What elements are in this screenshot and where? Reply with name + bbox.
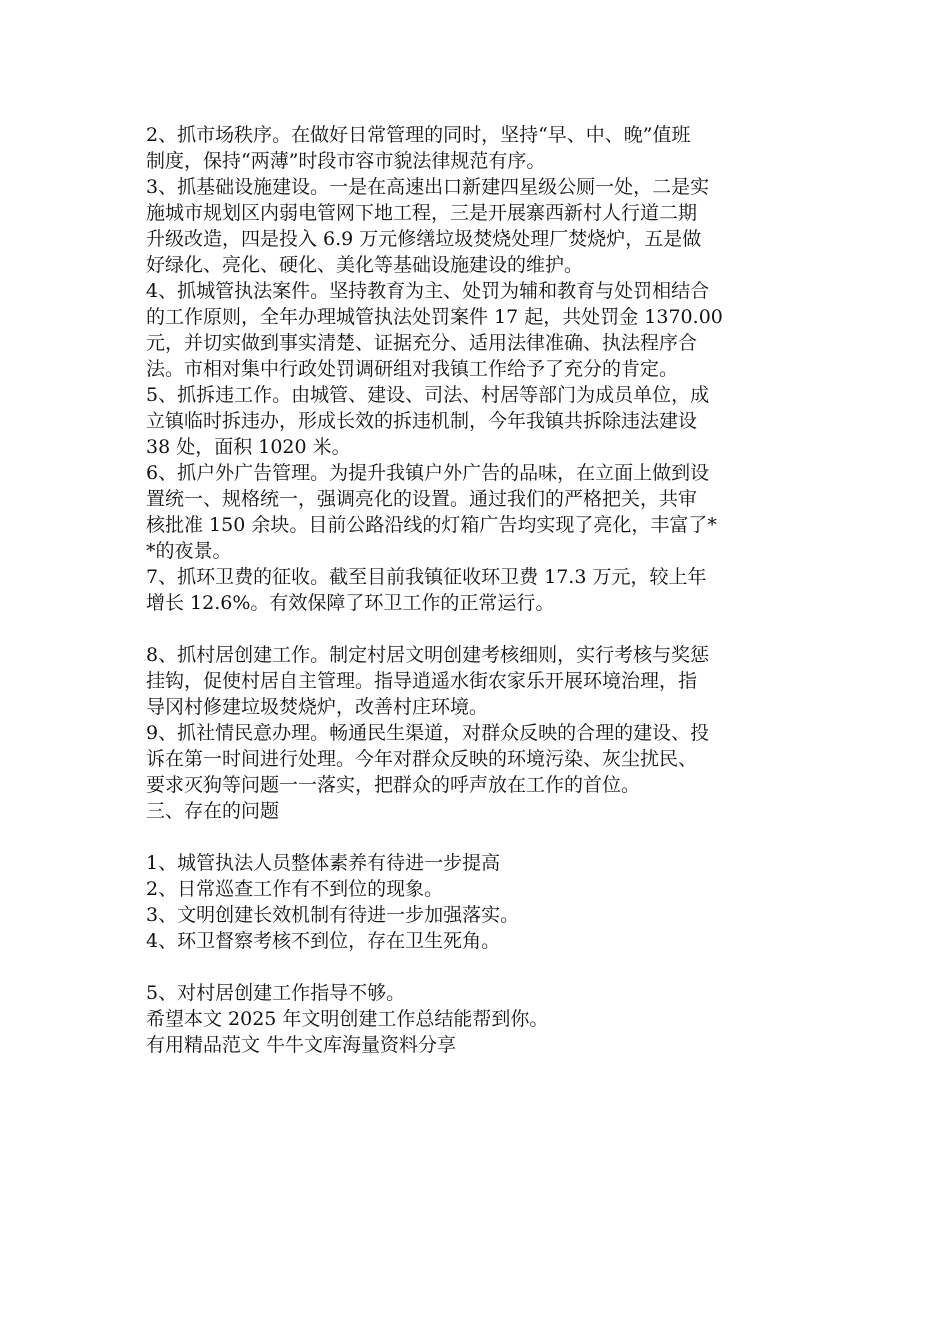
- text-line: 2、日常巡查工作有不到位的现象。: [146, 878, 444, 900]
- text-line: 法。市相对集中行政处罚调研组对我镇工作给予了充分的肯定。: [146, 358, 679, 380]
- text-line: 升级改造，四是投入 6.9 万元修缮垃圾焚烧处理厂焚烧炉，五是做: [146, 228, 702, 250]
- problem-list-item: [146, 850, 810, 876]
- text-line: 有用精品范文 牛牛文库海量资料分享: [146, 1034, 457, 1056]
- text-line: 7、抓环卫费的征收。截至目前我镇征收环卫费 17.3 万元，较上年: [146, 566, 707, 588]
- text-line: 导冈村修建垃圾焚烧炉，改善村庄环境。: [146, 696, 489, 718]
- text-line: 8、抓村居创建工作。制定村居文明创建考核细则，实行考核与奖惩: [146, 644, 710, 666]
- work-item-paragraph: [146, 642, 810, 720]
- problem-list-item: [146, 902, 810, 928]
- footer-text: [146, 1032, 810, 1058]
- work-item-paragraph: [146, 720, 810, 798]
- text-line: 3、文明创建长效机制有待进一步加强落实。: [146, 904, 520, 926]
- text-line: 3、抓基础设施建设。一是在高速出口新建四星级公厕一处，二是实: [146, 176, 710, 198]
- work-item-paragraph: [146, 460, 810, 564]
- problem-list-item: [146, 876, 810, 902]
- text-line: 2、抓市场秩序。在做好日常管理的同时，坚持“早、中、晚”值班: [146, 124, 691, 146]
- text-line: 诉在第一时间进行处理。今年对群众反映的环境污染、灰尘扰民、: [146, 748, 698, 770]
- text-line: 5、抓拆违工作。由城管、建设、司法、村居等部门为成员单位，成: [146, 384, 710, 406]
- text-line: 1、城管执法人员整体素养有待进一步提高: [146, 852, 501, 874]
- text-line: 元，并切实做到事实清楚、证据充分、适用法律准确、执法程序合: [146, 332, 698, 354]
- text-line: 立镇临时拆违办，形成长效的拆违机制，今年我镇共拆除违法建设: [146, 410, 698, 432]
- paragraph-spacer: [146, 616, 810, 642]
- text-line: 挂钩，促使村居自主管理。指导逍遥水街农家乐开展环境治理，指: [146, 670, 698, 692]
- work-item-paragraph: [146, 564, 810, 616]
- closing-remark: [146, 1006, 810, 1032]
- text-line: 要求灭狗等问题一一落实，把群众的呼声放在工作的首位。: [146, 774, 641, 796]
- text-line: 9、抓社情民意办理。畅通民生渠道，对群众反映的合理的建设、投: [146, 722, 710, 744]
- work-item-paragraph: [146, 382, 810, 460]
- text-line: 希望本文 2025 年文明创建工作总结能帮到你。: [146, 1008, 549, 1030]
- problem-list-item: [146, 928, 810, 954]
- text-line: 38 处，面积 1020 米。: [146, 436, 351, 458]
- text-line: 的工作原则，全年办理城管执法处罚案件 17 起，共处罚金 1370.00: [146, 306, 723, 328]
- text-line: 三、存在的问题: [146, 800, 280, 822]
- text-line: 核批准 150 余块。目前公路沿线的灯箱广告均实现了亮化，丰富了*: [146, 514, 717, 536]
- text-line: 6、抓户外广告管理。为提升我镇户外广告的品味，在立面上做到设: [146, 462, 710, 484]
- text-line: 增长 12.6%。有效保障了环卫工作的正常运行。: [146, 592, 555, 614]
- work-item-paragraph: [146, 122, 810, 174]
- work-item-paragraph: [146, 174, 810, 278]
- text-line: 置统一、规格统一，强调亮化的设置。通过我们的严格把关，共审: [146, 488, 698, 510]
- text-line: 好绿化、亮化、硬化、美化等基础设施建设的维护。: [146, 254, 584, 276]
- problem-list-item: [146, 980, 810, 1006]
- section-heading: [146, 798, 810, 824]
- text-line: 4、环卫督察考核不到位，存在卫生死角。: [146, 930, 501, 952]
- paragraph-spacer: [146, 954, 810, 980]
- paragraph-spacer: [146, 824, 810, 850]
- text-line: 5、对村居创建工作指导不够。: [146, 982, 406, 1004]
- document-body: [146, 122, 810, 1058]
- text-line: *的夜景。: [146, 540, 232, 562]
- text-line: 4、抓城管执法案件。坚持教育为主、处罚为辅和教育与处罚相结合: [146, 280, 710, 302]
- work-item-paragraph: [146, 278, 810, 382]
- text-line: 施城市规划区内弱电管网下地工程，三是开展寨西新村人行道二期: [146, 202, 698, 224]
- text-line: 制度，保持“两薄”时段市容市貌法律规范有序。: [146, 150, 546, 172]
